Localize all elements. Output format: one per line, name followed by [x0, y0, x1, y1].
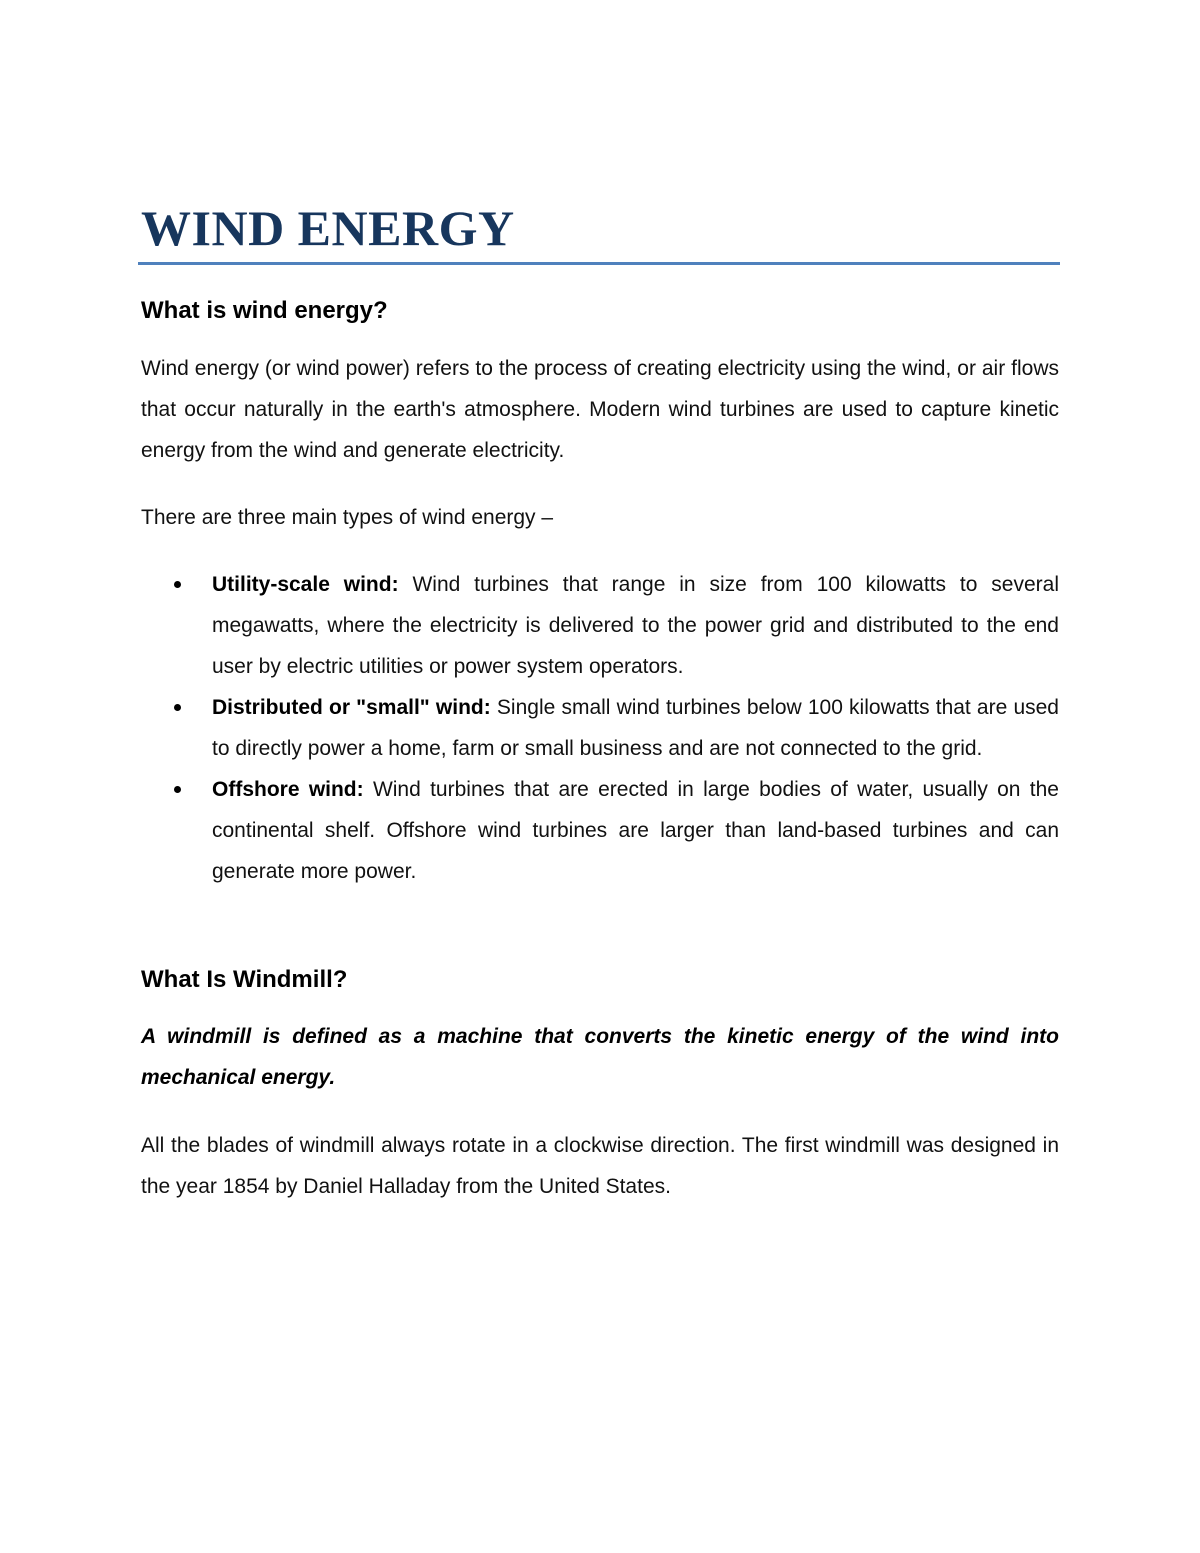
list-item-text: Single small wind turbines below 100 kilowatts that are used to directly power a home, farm or small business and are not connected to the grid. [212, 696, 1059, 760]
document-title: WIND ENERGY [141, 200, 515, 256]
section-heading-wind-energy: What is wind energy? [141, 297, 388, 324]
windmill-definition: A windmill is defined as a machine that converts the kinetic energy of the wind into mechanical energy. [141, 1025, 1059, 1089]
title-underline [138, 262, 1060, 265]
list-item-text: Wind turbines that are erected in large bodies of water, usually on the continental shelf. Offshore wind turbines are larger than land-based turbines and can generate more power. [212, 778, 1059, 883]
section-heading-windmill: What Is Windmill? [141, 966, 348, 993]
wind-types-list [141, 564, 1059, 892]
bullet-icon [174, 581, 181, 588]
list-item-distributed [141, 687, 1059, 769]
list-item-term: Utility-scale wind: [212, 573, 399, 596]
list-item-term: Distributed or "small" wind: [212, 696, 491, 719]
list-item-offshore [141, 769, 1059, 892]
types-intro: There are three main types of wind energy – [141, 506, 554, 529]
list-item-text: Wind turbines that range in size from 100 kilowatts to several megawatts, where the electricity is delivered to the power grid and distributed to the end user by electric utilities or power system operators. [212, 573, 1059, 678]
list-item-term: Offshore wind: [212, 778, 364, 801]
bullet-icon [174, 786, 181, 793]
bullet-icon [174, 704, 181, 711]
list-item-utility-scale [141, 564, 1059, 687]
windmill-paragraph: All the blades of windmill always rotate in a clockwise direction. The first windmill was designed in the year 1854 by Daniel Halladay from the United States. [141, 1134, 1059, 1198]
wind-energy-paragraph: Wind energy (or wind power) refers to the process of creating electricity using the wind, or air flows that occur naturally in the earth's atmosphere. Modern wind turbines are used to capture kinetic energy from the wind and generate electricity. [141, 357, 1059, 462]
